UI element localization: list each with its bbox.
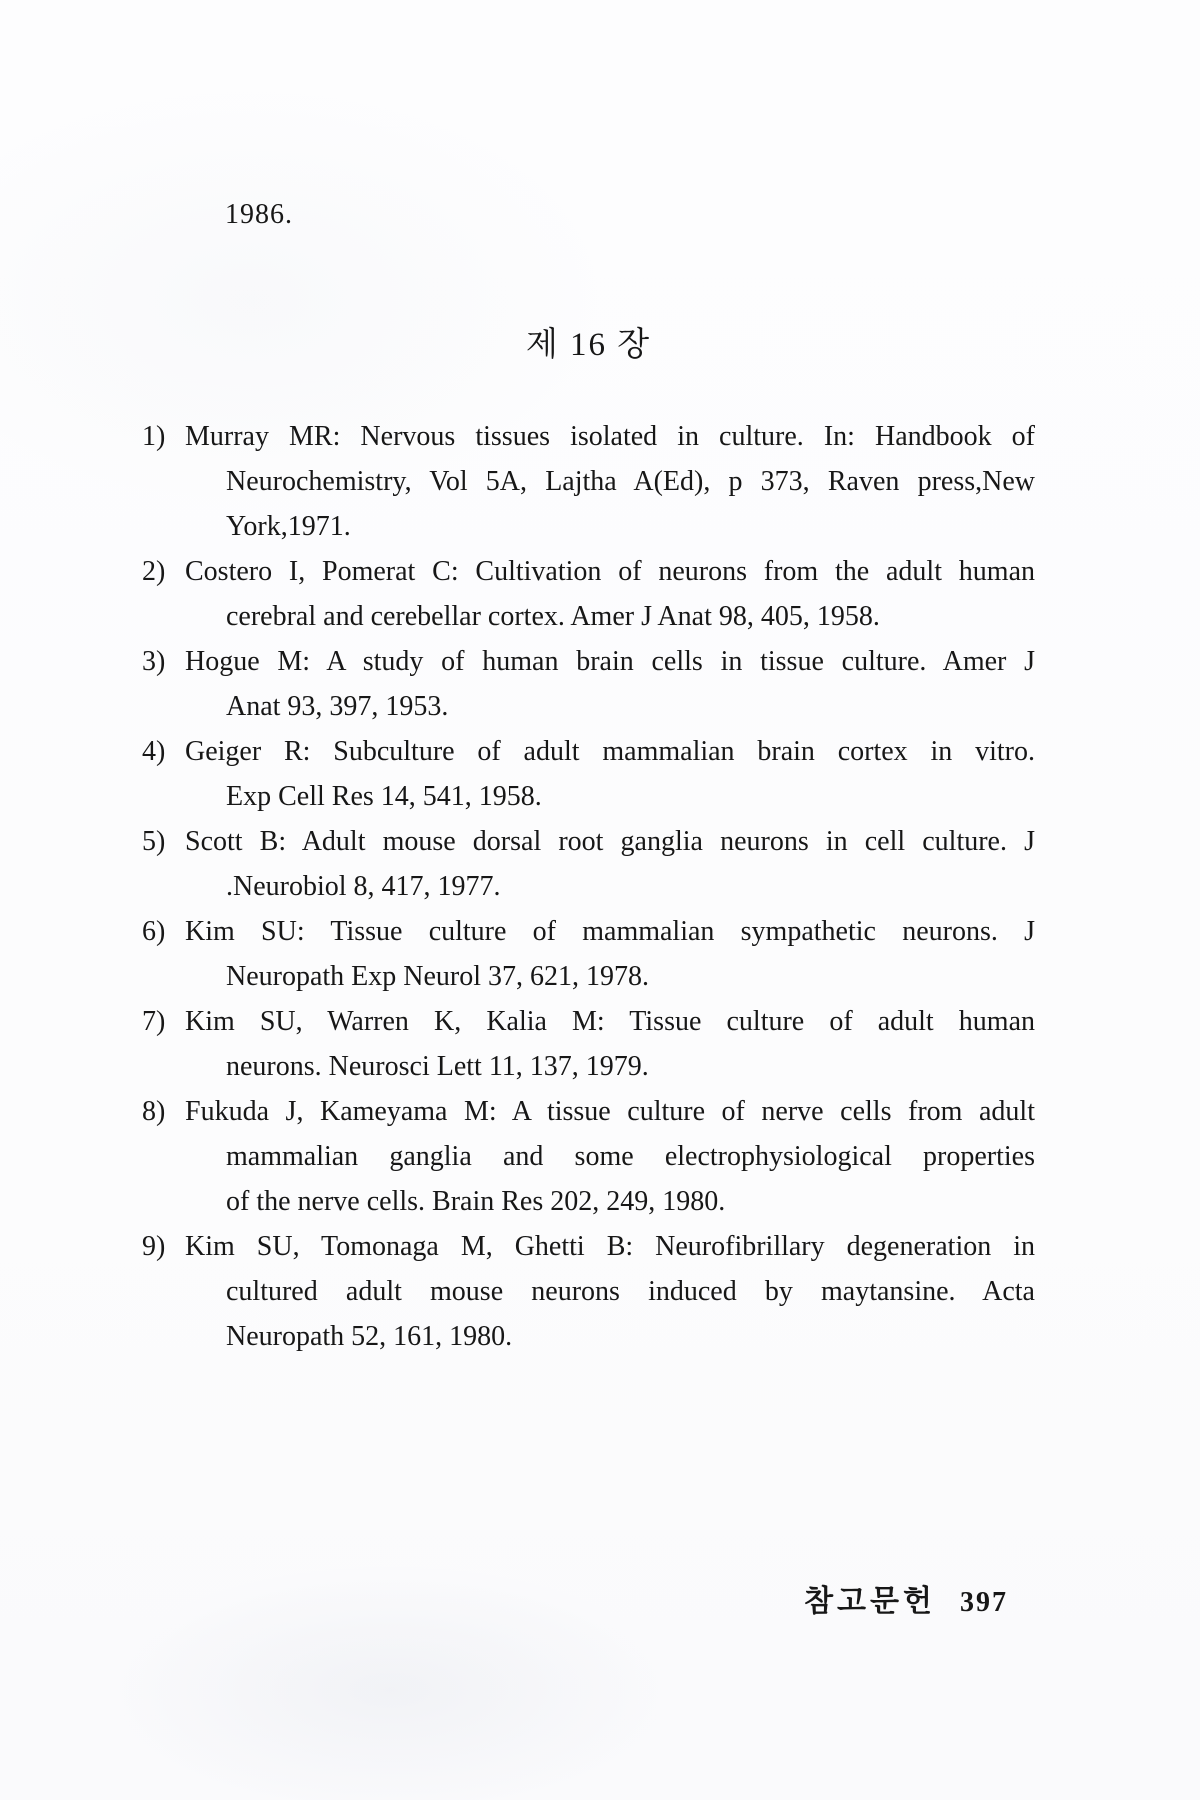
reference-line: Kim SU, Tomonaga M, Ghetti B: Neurofibrillary degeneration in [185, 1231, 1035, 1262]
reference-body [185, 1224, 1035, 1359]
reference-body [185, 729, 1035, 819]
reference-line: of the nerve cells. Brain Res 202, 249, 1980. [226, 1186, 726, 1217]
reference-line: cerebral and cerebellar cortex. Amer J Anat 98, 405, 1958. [226, 601, 880, 632]
reference-number: 5) [142, 826, 166, 857]
reference-line: Neuropath Exp Neurol 37, 621, 1978. [226, 961, 650, 992]
reference-number: 1) [142, 421, 166, 452]
reference-item [142, 639, 1035, 729]
reference-item [142, 1224, 1035, 1359]
reference-body [185, 999, 1035, 1089]
reference-number: 6) [142, 916, 166, 947]
reference-line: Neuropath 52, 161, 1980. [226, 1321, 513, 1352]
reference-body [185, 819, 1035, 909]
reference-item [142, 729, 1035, 819]
reference-item [142, 549, 1035, 639]
reference-number: 3) [142, 646, 166, 677]
reference-line: York,1971. [226, 511, 351, 542]
reference-line: cultured adult mouse neurons induced by maytansine. Acta [226, 1276, 1035, 1307]
footer-label: 참고문헌 [804, 1585, 936, 1618]
footer [142, 1580, 1008, 1629]
reference-body [185, 639, 1035, 729]
reference-number: 2) [142, 556, 166, 587]
reference-list [142, 414, 1035, 1359]
reference-line: Costero I, Pomerat C: Cultivation of neurons from the adult human [185, 556, 1035, 587]
reference-body [185, 1089, 1035, 1224]
reference-line: Exp Cell Res 14, 541, 1958. [226, 781, 542, 812]
page-number: 397 [960, 1587, 1008, 1618]
reference-item [142, 819, 1035, 909]
reference-line: .Neurobiol 8, 417, 1977. [226, 871, 501, 902]
reference-number: 4) [142, 736, 166, 767]
reference-item [142, 414, 1035, 549]
reference-item [142, 909, 1035, 999]
reference-line: Kim SU, Warren K, Kalia M: Tissue culture of adult human [185, 1006, 1035, 1037]
reference-line: Geiger R: Subculture of adult mammalian brain cortex in vitro. [185, 736, 1035, 767]
reference-body [185, 909, 1035, 999]
reference-item [142, 999, 1035, 1089]
reference-number: 8) [142, 1096, 166, 1127]
reference-number: 7) [142, 1006, 166, 1037]
reference-line: Scott B: Adult mouse dorsal root ganglia neurons in cell culture. J [185, 826, 1035, 857]
chapter-heading: 제 16 장 [525, 327, 652, 363]
reference-body [185, 414, 1035, 549]
reference-line: mammalian ganglia and some electrophysiological properties [226, 1141, 1035, 1172]
reference-line: Murray MR: Nervous tissues isolated in culture. In: Handbook of [185, 421, 1035, 452]
reference-line: Fukuda J, Kameyama M: A tissue culture of nerve cells from adult [185, 1096, 1035, 1127]
reference-line: Hogue M: A study of human brain cells in tissue culture. Amer J [185, 646, 1035, 677]
reference-line: Neurochemistry, Vol 5A, Lajtha A(Ed), p 373, Raven press,New [226, 466, 1035, 497]
reference-item [142, 1089, 1035, 1224]
reference-line: neurons. Neurosci Lett 11, 137, 1979. [226, 1051, 649, 1082]
reference-number: 9) [142, 1231, 166, 1262]
reference-line: Anat 93, 397, 1953. [226, 691, 449, 722]
year-text: 1986. [225, 199, 293, 230]
reference-line: Kim SU: Tissue culture of mammalian sympathetic neurons. J [185, 916, 1035, 947]
reference-body [185, 549, 1035, 639]
